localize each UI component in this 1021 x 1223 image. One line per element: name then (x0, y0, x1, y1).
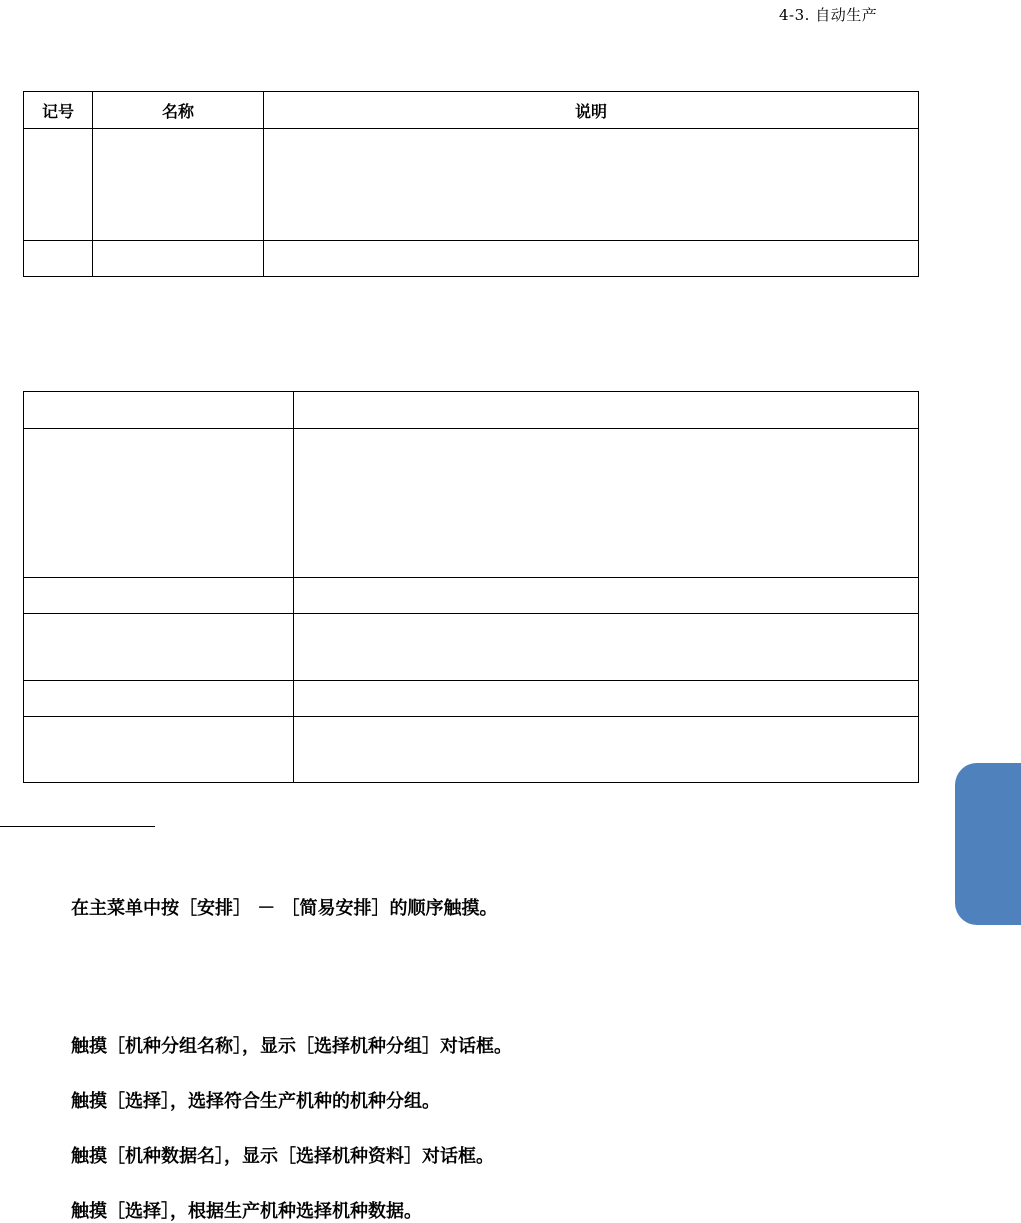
header-description: 说明 (264, 92, 919, 129)
table-cell (294, 578, 919, 614)
table-row (24, 392, 919, 429)
section-header: 4-3. 自动生产 (779, 6, 878, 24)
table-cell (24, 392, 294, 429)
table-cell (264, 241, 919, 277)
table-cell (93, 129, 264, 241)
table-row (24, 681, 919, 717)
item-table (23, 391, 919, 783)
table-cell (24, 429, 294, 578)
table-row (24, 241, 919, 277)
symbol-table (23, 91, 919, 277)
footnote-divider (0, 826, 155, 827)
table-cell (294, 717, 919, 783)
step-5-text: 触摸［选择］，根据生产机种选择机种数据。 (71, 1201, 422, 1222)
step-2-text: 触摸［机种分组名称］，显示［选择机种分组］对话框。 (71, 1036, 512, 1057)
step-1-text: 在主菜单中按［安排］ － ［简易安排］的顺序触摸。 (71, 898, 498, 919)
table-cell (24, 717, 294, 783)
table-row (24, 614, 919, 681)
table-row (24, 429, 919, 578)
header-name: 名称 (93, 92, 264, 129)
table-row (24, 578, 919, 614)
table-cell (264, 129, 919, 241)
table-header-row (24, 92, 919, 129)
table-cell (294, 429, 919, 578)
step-3-text: 触摸［选择］，选择符合生产机种的机种分组。 (71, 1091, 440, 1112)
table-row (24, 717, 919, 783)
table-cell (24, 129, 93, 241)
header-symbol: 记号 (24, 92, 93, 129)
table-cell (294, 392, 919, 429)
table-cell (24, 681, 294, 717)
table-cell (24, 614, 294, 681)
table-row (24, 129, 919, 241)
step-4-text: 触摸［机种数据名］，显示［选择机种资料］对话框。 (71, 1146, 494, 1167)
table-cell (93, 241, 264, 277)
chapter-tab (955, 763, 1021, 925)
table-cell (24, 241, 93, 277)
table-cell (294, 614, 919, 681)
table-cell (24, 578, 294, 614)
table-cell (294, 681, 919, 717)
